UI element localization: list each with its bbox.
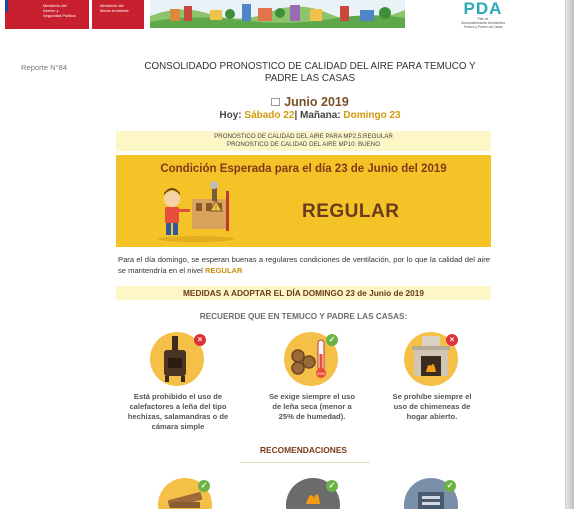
page-edge-shadow <box>566 0 574 509</box>
condition-value: REGULAR <box>302 201 400 222</box>
allowed-check-icon: ✓ <box>326 480 338 492</box>
allowed-check-icon: ✓ <box>444 480 456 492</box>
report-month: Junio 2019 <box>150 95 470 109</box>
measures-title-bar: MEDIDAS A ADOPTAR EL DÍA DOMINGO 23 de Junio de 2019 <box>116 286 491 300</box>
tomorrow-value: Domingo 23 <box>343 110 401 121</box>
remember-heading: RECUERDE QUE EN TEMUCO Y PADRE LAS CASAS: <box>199 312 408 321</box>
forecast-summary-box <box>116 131 491 151</box>
measure-dry-wood <box>284 332 346 394</box>
city-banner-illustration <box>150 0 405 28</box>
ministry-interior-logo: Ministerio del Interior y Seguridad Pública <box>5 0 89 29</box>
svg-text:25%: 25% <box>316 371 326 376</box>
allowed-check-icon: ✓ <box>326 334 338 346</box>
prohibited-badge-icon: × <box>194 334 206 346</box>
measure-stove-caption: Está prohibido el uso de calefactores a leña del tipo hechizas, salamandras o de cámara simple <box>127 392 229 431</box>
pda-logo: PDA Plan de Descontaminación Atmosférica Temuco y Padre Las Casas <box>461 0 505 29</box>
ministry-environment-logo: Ministerio del Medio Ambiente <box>92 0 144 29</box>
forecast-mp10: PRONOSTICO DE CALIDAD DEL AIRE MP10: BUENO <box>226 141 381 148</box>
condition-panel <box>116 155 491 247</box>
child-with-chimney-icon <box>156 181 236 243</box>
today-value: Sábado 22 <box>244 110 295 121</box>
recommendations-divider <box>240 462 370 463</box>
condition-title: Condición Esperada para el día 23 de Junio del 2019 <box>160 163 447 175</box>
prohibited-badge-icon: × <box>446 334 458 346</box>
day-line: Hoy: Sábado 22| Mañana: Domingo 23 <box>219 110 401 121</box>
report-title: CONSOLIDADO PRONOSTICO DE CALIDAD DEL AIRE PARA TEMUCO Y PADRE LAS CASAS <box>144 61 476 84</box>
forecast-paragraph: Para el día domingo, se esperan buenas a regulares condiciones de ventilación, por lo que la calidad del aire se mantendría en el nivel REGULAR <box>118 255 490 275</box>
calendar-icon <box>271 98 280 106</box>
recommendation-wood-storage <box>158 478 220 509</box>
allowed-check-icon: ✓ <box>198 480 210 492</box>
recommendation-stove-care <box>404 478 466 509</box>
measure-fireplace-caption: Se prohíbe siempre el uso de chimeneas de hogar abierto. <box>392 392 472 421</box>
measure-stove <box>150 332 212 394</box>
forecast-mp25: PRONOSTICO DE CALIDAD DEL AIRE PARA MP2,5:REGULAR <box>214 133 393 140</box>
svg-text:!: ! <box>215 205 217 212</box>
measure-fireplace <box>404 332 466 394</box>
report-number: Reporte N°84 <box>21 63 68 72</box>
recommendation-fire-lighting <box>286 478 348 509</box>
measure-dry-wood-caption: Se exige siempre el uso de leña seca (menor a 25% de humedad). <box>268 392 356 421</box>
recommendations-heading: RECOMENDACIONES <box>259 445 347 455</box>
